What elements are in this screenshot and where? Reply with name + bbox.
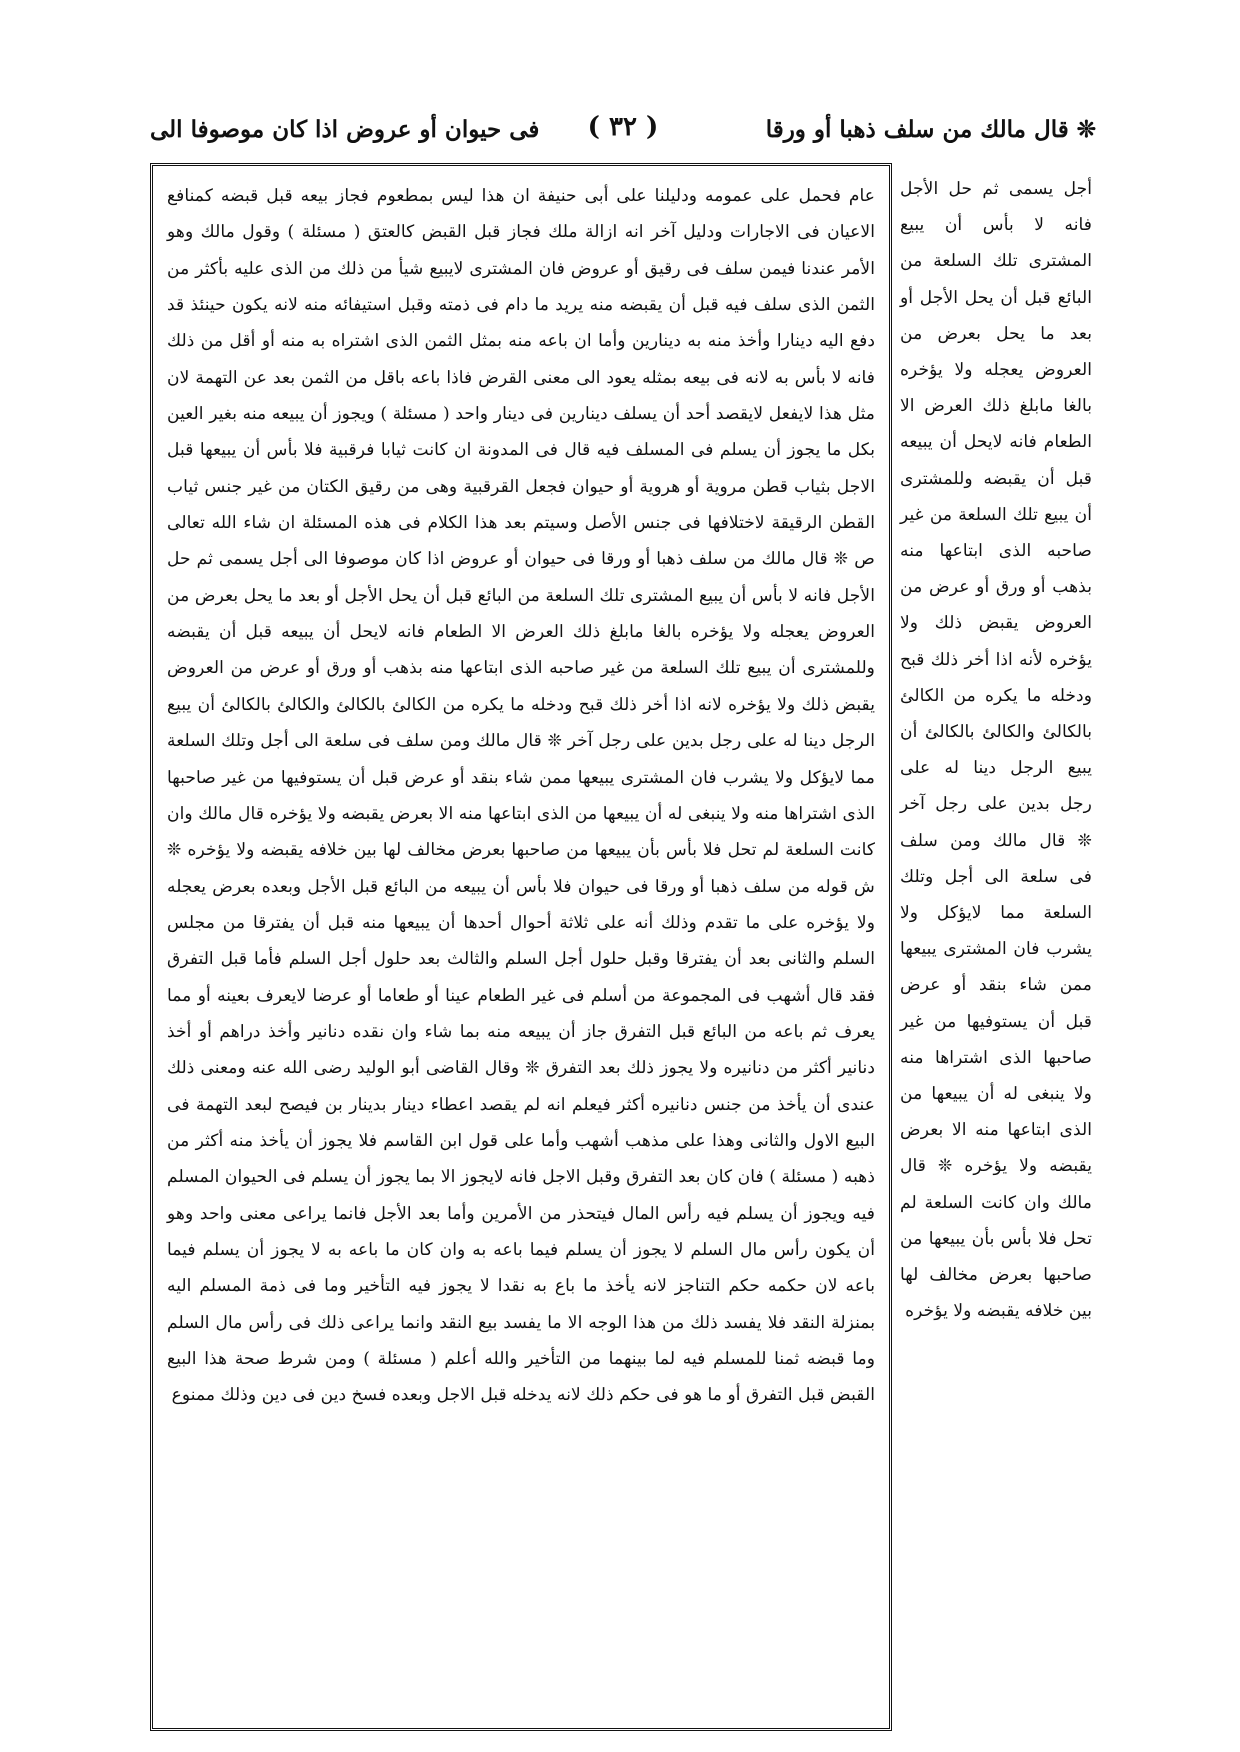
page-number: ( ٣٢ )	[587, 112, 659, 142]
margin-text-column	[900, 163, 1096, 1731]
header-right-title: ❊ قال مالك من سلف ذهبا أو ورقا	[765, 116, 1096, 143]
commentary-text-box	[150, 163, 892, 1731]
page-header	[150, 112, 1096, 152]
margin-text: أجل يسمى ثم حل الأجل فانه لا بأس أن يبيع المشترى تلك السلعة من البائع قبل أن يحل الأجل أو بعد ما يحل بعرض من العروض يعجله ولا يؤخره بالغا مابلغ ذلك العرض الا الطعام فانه لايحل أن يبيعه قبل أن يقبضه وللمشترى أن يبيع تلك السلعة من غير صاحبه الذى ابتاعها منه بذهب أو ورق أو عرض من العروض يقبض ذلك ولا يؤخره لأنه اذا أخر ذلك قبح ودخله ما يكره من الكالئ بالكالئ والكالئ بالكالئ أن يبيع الرجل دينا له على رجل بدين على رجل آخر ❊ قال مالك ومن سلف فى سلعة الى أجل وتلك السلعة مما لايؤكل ولا يشرب فان المشترى يبيعها ممن شاء بنقد أو عرض قبل أن يستوفيها من غير صاحبها الذى اشتراها منه ولا ينبغى له أن يبيعها من الذى ابتاعها منه الا بعرض يقبضه ولا يؤخره ❊ قال مالك وان كانت السلعة لم تحل فلا بأس بأن يبيعها من صاحبها بعرض مخالف لها بين خلافه يقبضه ولا يؤخره	[900, 179, 1092, 1322]
commentary-text: عام فحمل على عمومه ودليلنا على أبى حنيفة ان هذا ليس بمطعوم فجاز بيعه قبل قبضه كمنافع الاعيان فى الاجارات ودليل آخر انه ازالة ملك فجاز قبل القبض كالعتق ( مسئلة ) وقول مالك وهو الأمر عندنا فيمن سلف فى رقيق أو عروض فان المشترى لايبيع شيأ من ذلك من الذى عليه بأكثر من الثمن الذى سلف فيه قبل أن يقبضه منه يريد ما دام فى ذمته وقبل استيفائه منه لانه يكون حينئذ قد دفع اليه دينارا وأخذ منه به دينارين وأما ان باعه منه بمثل الثمن الذى اشتراه به منه أو أقل من ذلك فانه لا بأس به لانه فى بيعه بمثله يعود الى معنى القرض فاذا باعه باقل من الثمن بعد عن التهمة لان مثل هذا لايفعل لايقصد أحد أن يسلف دينارين فى دينار واحد ( مسئلة ) ويجوز أن يبيعه منه بغير العين بكل ما يجوز أن يسلم فى المسلف فيه قال فى المدونة ان كانت ثيابا فرقبية فلا بأس أن يبيعها قبل الاجل بثياب قطن مروية أو هروية أو حيوان فجعل القرقبية وهى من رقيق الكتان من غير جنس ثياب القطن الرقيقة لاختلافها فى جنس الأصل وسيتم بعد هذا الكلام فى هذه المسئلة ان شاء الله تعالى ص ❊ قال مالك من سلف ذهبا أو ورقا فى حيوان أو عروض اذا كان موصوفا الى أجل يسمى ثم حل الأجل فانه لا بأس أن يبيع المشترى تلك السلعة من البائع قبل أن يحل الأجل أو بعد ما يحل بعرض من العروض يعجله ولا يؤخره بالغا مابلغ ذلك العرض الا الطعام فانه لايحل أن يبيعه قبل أن يقبضه وللمشترى أن يبيع تلك السلعة من غير صاحبه الذى ابتاعها منه بذهب أو ورق أو عرض من العروض يقبض ذلك ولا يؤخره لانه اذا أخر ذلك قبح ودخله ما يكره من الكالئ بالكالئ والكالئ بالكالئ أن يبيع الرجل دينا له على رجل بدين على رجل آخر ❊ قال مالك ومن سلف فى سلعة الى أجل وتلك السلعة مما لايؤكل ولا يشرب فان المشترى يبيعها ممن شاء بنقد أو عرض قبل أن يستوفيها من غير صاحبها الذى اشتراها منه ولا ينبغى له أن يبيعها من الذى ابتاعها منه الا بعرض يقبضه ولا يؤخره قال مالك وان كانت السلعة لم تحل فلا بأس بأن يبيعها من صاحبها بعرض مخالف لها بين خلافه يقبضه ولا يؤخره ❊ ش قوله من سلف ذهبا أو ورقا فى حيوان فلا بأس أن يبيعه من البائع قبل الأجل وبعده بعرض يعجله ولا يؤخره على ما تقدم وذلك أنه على ثلاثة أحوال أحدها أن يبيعها منه قبل أن يفترقا من مجلس السلم والثانى بعد أن يفترقا وقبل حلول أجل السلم والثالث بعد حلول أجل السلم فأما قبل التفرق فقد قال أشهب فى المجموعة من أسلم فى غير الطعام عينا أو طعاما أو عرضا لايعرف بعينه أو مما يعرف ثم باعه من البائع قبل التفرق جاز أن يبيعه منه بما شاء وان نقده دنانير وأخذ دراهم أو أخذ دنانير أكثر من دنانيره ولا يجوز ذلك بعد التفرق ❊ وقال القاضى أبو الوليد رضى الله عنه ومعنى ذلك عندى أن يأخذ من جنس دنانيره أكثر فيعلم انه لم يقصد اعطاء دينار بدينار بن فيصح لبعد التهمة فى البيع الاول والثانى وهذا على مذهب أشهب وأما على قول ابن القاسم فلا يجوز أن يأخذ منه أكثر من ذهبه ( مسئلة ) فان كان بعد التفرق وقبل الاجل فانه لايجوز الا بما يجوز أن يسلم فى الحيوان المسلم فيه ويجوز أن يسلم فيه رأس المال فيتحذر من الأمرين وأما بعد الأجل فانما يراعى معنى واحد وهو أن يكون رأس مال السلم لا يجوز أن يسلم فيما باعه به وان كان ما باعه به لا يجوز أن يسلم فيما باعه لان حكمه حكم التناجز لانه يأخذ ما باع به نقدا لا يجوز فيه التأخير وما فى ذمة المسلم اليه بمنزلة النقد فلا يفسد ذلك من هذا الوجه الا ما يفسد بيع النقد وانما يراعى ذلك فى رأس مال السلم وما قبضه ثمنا للمسلم فيه لما بينهما من التأخير والله أعلم ( مسئلة ) ومن شرط صحة هذا البيع القبض قبل التفرق أو ما هو فى حكم ذلك لانه يدخله قبل الاجل وبعده فسخ دين فى دين وذلك ممنوع	[167, 186, 875, 1406]
header-left-title: فى حيوان أو عروض اذا كان موصوفا الى	[150, 116, 540, 143]
